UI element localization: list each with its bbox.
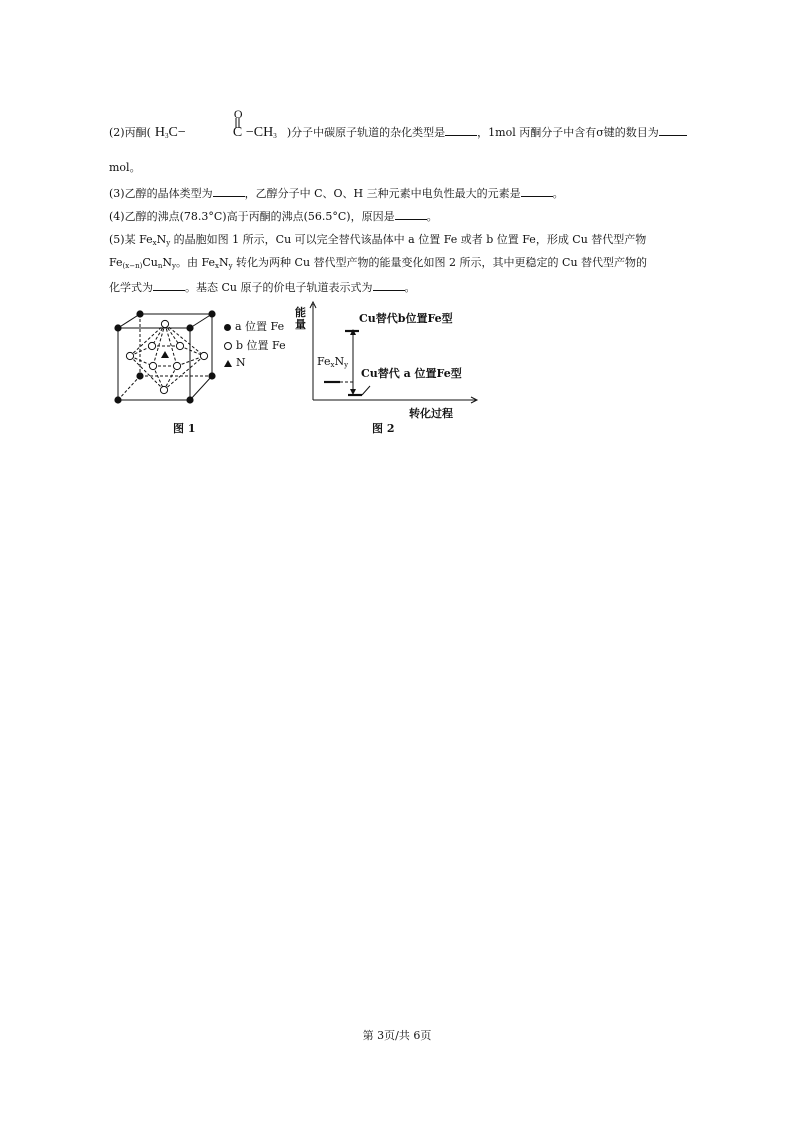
q5-sub: y	[228, 262, 233, 270]
question-4	[109, 209, 438, 224]
legend-label: N	[236, 356, 246, 369]
upper-level-label: Cu替代b位置Fe型	[359, 312, 453, 325]
q2-end: mol。	[109, 161, 141, 174]
answer-blank[interactable]	[395, 209, 427, 220]
figure-1-legend	[224, 318, 286, 375]
figure-2-xlabel: 转化过程	[409, 407, 453, 420]
start-level-label	[317, 355, 348, 369]
q2-prefix: (2)丙酮(	[109, 126, 151, 139]
figure-2-ylabel	[295, 307, 306, 331]
answer-blank[interactable]	[659, 125, 687, 136]
legend-item-n	[224, 356, 286, 375]
answer-blank[interactable]	[373, 280, 405, 291]
start-text: N	[334, 355, 345, 368]
answer-blank[interactable]	[521, 186, 553, 197]
n-atom	[161, 351, 169, 358]
q5-text: 的晶胞如图 1 所示，Cu 可以完全替代该晶体中 a 位置 Fe 或者 b 位置 Fe，形成 Cu 替代型产物	[170, 233, 647, 246]
ch3-sub: 3	[273, 132, 277, 140]
legend-item-b-fe	[224, 337, 286, 356]
q5-text: (5)某 Fe	[109, 233, 153, 246]
q2-suffix: )分子中碳原子轨道的杂化类型是	[286, 126, 446, 139]
q3-text-a: (3)乙醇的晶体类型为	[109, 187, 213, 200]
start-text: Fe	[317, 355, 331, 368]
legend-label: a 位置 Fe	[235, 320, 285, 333]
lower-level-label: Cu替代 a 位置Fe型	[361, 367, 462, 380]
q5-text: N	[218, 256, 229, 269]
legend-item-a-fe	[224, 318, 286, 337]
start-sub: x	[330, 361, 335, 369]
question-5-line3	[109, 280, 416, 295]
q3-text-b: ，乙醇分子中 C、O、H 三种元素中电负性最大的元素是	[244, 187, 521, 200]
answer-blank[interactable]	[153, 280, 185, 291]
acetone-left-group	[155, 126, 186, 143]
ch3-text: −CH	[245, 125, 274, 140]
q5-text: 。基态 Cu 原子的价电子轨道表示式为	[185, 281, 373, 294]
q2-mid: ，1mol 丙酮分子中含有σ键的数目为	[477, 126, 659, 139]
h3c-h: H	[154, 125, 165, 140]
h3c-sub: 3	[165, 132, 169, 140]
figure-1-caption: 图 1	[173, 422, 196, 435]
acetone-right-group	[246, 126, 277, 143]
question-5-line2	[109, 256, 647, 273]
acetone-formula	[151, 107, 287, 140]
q5-text: Fe	[109, 256, 123, 269]
triangle-icon	[224, 360, 232, 367]
ylabel-char: 量	[295, 318, 306, 331]
question-2-line2	[109, 161, 141, 175]
q5-sub: x	[152, 239, 157, 247]
q5-text: N	[162, 256, 172, 269]
ylabel-char: 能	[295, 306, 306, 319]
q5-text: 。由 Fe	[175, 256, 216, 269]
answer-blank[interactable]	[213, 186, 245, 197]
q5-sub: x	[215, 262, 219, 270]
legend-label: b 位置 Fe	[236, 339, 286, 352]
answer-blank[interactable]	[445, 125, 477, 136]
q5-sub: n	[157, 262, 163, 270]
q5-sub: (x−n)	[122, 262, 143, 270]
q5-text: 转化为两种 Cu 替代型产物的能量变化如图 2 所示，其中更稳定的 Cu 替代型产物的	[232, 256, 648, 269]
start-sub: y	[344, 361, 349, 369]
figure-2-caption: 图 2	[372, 422, 395, 435]
q5-text: Cu	[142, 256, 158, 269]
q5-text: N	[156, 233, 167, 246]
question-3	[109, 186, 564, 201]
q4-text-a: (4)乙醇的沸点(78.3°C)高于丙酮的沸点(56.5°C)，原因是	[109, 210, 395, 223]
q5-sub: y	[166, 239, 171, 247]
q5-sub: y	[172, 262, 176, 270]
q5-text: 。	[404, 281, 416, 294]
figure-1-crystal-cell	[108, 304, 228, 408]
q5-text: 化学式为	[109, 281, 153, 294]
h3c-c: C−	[168, 125, 186, 140]
page-footer: 第 3页/共 6页	[362, 1029, 432, 1042]
q3-text-c: 。	[552, 187, 564, 200]
acetone-carbonyl-carbon: C	[232, 125, 243, 140]
question-5-line1	[109, 233, 646, 250]
acetone-oxygen: O	[233, 107, 243, 121]
question-2-line1	[109, 107, 687, 140]
q4-text-b: 。	[426, 210, 438, 223]
open-circle-icon	[224, 342, 232, 350]
filled-circle-icon	[224, 324, 231, 331]
